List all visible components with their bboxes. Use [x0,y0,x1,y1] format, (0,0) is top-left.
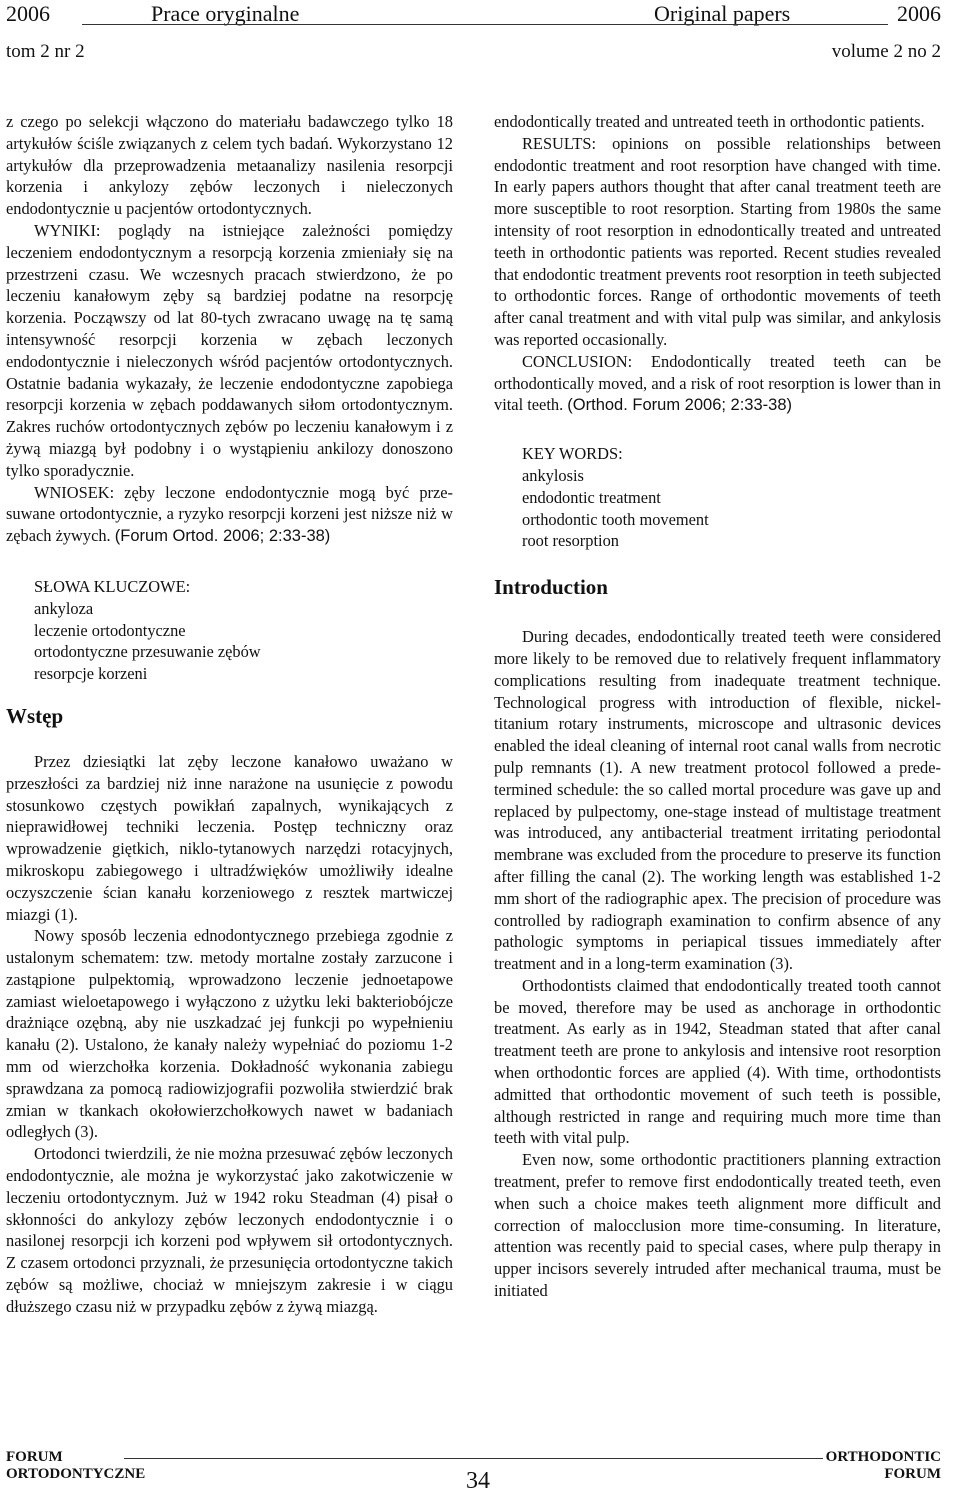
intro-paragraph-en: Orthodontists claimed that endodontically treated tooth cannot be moved, therefore may be used as anchorage in orthodontic treatment. As early as in 1942, Steadman stated that after canal treatment teeth are prone to ankylosis and intensive root resorption when orthodontic forces are applied (4). With time, orthodontists admitted that orthodontic movement of such teeth is possible, although restricted in range and requiring much more time than teeth with vital pulp. [494,975,941,1148]
abstract-results-pl: WYNIKI: poglądy na istniejące zależności pomiędzy leczeniem endodontycznym a resorpcją korzenia zmieniały się na przestrzeni czasu. We wczesnych pracach stwierdzono, że po leczeniu kanałowym zęby są bardziej podatne na resorpcję korzenia. Począwszy od lat 80-tych zwracano uwagę na tę samą intensywność resorpcji korzenia w zębach leczonych endodontycznie i nieleczonych wśród pacjentów ortodontycznych. Ostatnie badania wykazały, że leczenie endodontyczne zapobiega resorpcji korzenia w zębach poddawanych siłom ortodontycznym. Zakres ruchów ortodontycznych zębów po leczeniu kanałowym i z żywą miazgą był podobny i o wystąpieniu ankilozy donoszono tylko sporadycznie. [6,220,453,480]
column-english [494,111,941,1302]
footer-rule [124,1458,823,1459]
keyword-item: leczenie ortodontyczne [34,620,186,640]
header-section-en: Original papers [654,1,791,26]
keywords-en [494,443,941,552]
keywords-title-en: KEY WORDS: [522,444,623,464]
footer-right-line2: FORUM [884,1466,941,1482]
keyword-item: ankyloza [34,598,94,618]
header-year-left: 2006 [6,1,50,26]
intro-paragraph-en: Even now, some orthodontic practitioners planning extraction treatment, prefer to remove first endodontically treated teeth, even when such a choice makes teeth alignment more difficult and correction of malocclusion more time-consuming. In literature, attention was recently paid to special cases, where pulp therapy in upper incisors severely intruded after mechanical trauma, must be initiated [494,1150,941,1301]
intro-paragraph-pl: Nowy sposób leczenia ednodontycznego przebiega zgodnie z ustalonym schematem: tzw. metody mortalne zostały zarzucone i zastąpione pulpektomią, wprowadzono leczenie jednoetapowe zamiast wieloetapowego i wyłączono z użytku leki bakteriobójcze drażniące ozębną, aby nie uszkadzać jej funkcji po wypełnieniu kanału (2). Ustalono, że kanały należy wypełniać do poziomu 1-2 mm od wierzchołka korzenia. Dokładność wykonania zabiegu sprawdzana za pomocą radiowizjografii pozwoliła stwierdzić brak zmian w tkankach okołowierzchołkowych nawet w badaniach odległych (3). [6,926,453,1142]
conclusion-text-pl: WNIOSEK: zęby leczone endodontycznie mogą być przesuwane ortodontycznie, a ryzyko resorpcji korzeni jest niższe niż w zębach żywych. [6,482,453,546]
keyword-item: orthodontic tooth movement [522,509,709,529]
keyword-item: endodontic treatment [522,487,661,507]
keywords-title-pl: SŁOWA KLUCZOWE: [34,576,191,596]
footer-journal-pl [6,1449,145,1483]
abstract-conclusion-pl [6,482,453,548]
running-header [6,2,941,26]
page-number: 34 [466,1468,490,1494]
volume-en: volume 2 no 2 [831,41,941,62]
footer-left-line2: ORTODONTYCZNE [6,1466,146,1482]
intro-paragraph-en: During decades, endodontically treated teeth were considered more likely to be removed due to relatively frequent inflammatory complications resulting from inadequate treatment technique. Technological progress with introduction of flexible, nickel-titanium rotary instruments, microscope and ultrasonic devices enabled the ideal cleaning of internal root canal walls from necrotic pulp remnants (1). A new treatment protocol followed a predetermined schedule: the so called mortal procedure was gave up and replaced by pulpectomy, one-stage instead of multistage treatment was introduced, any antibacterial treatment irritating periodontal membrane was excluded from the procedure to preserve its function after filling the canal (2). The working length was established 1-2 mm short of the radiographic apex. The precision of procedure was controlled by radiograph examination to confirm absence of any pathologic symptoms in periapical tissues immediately after treatment and in a long-term examination (3). [494,627,941,974]
keyword-item: root resorption [522,531,619,551]
footer-right-line1: ORTHODONTIC [825,1449,941,1465]
section-heading-en: Introduction [494,575,608,600]
abstract-methods-pl: z czego po selekcji włączono do materiału badawczego tylko 18 artykułów ściśle związanych z celem tych badań. Wykorzystano 12 artykułów dla przeprowadzenia metaanalizy nasilenia resorpcji korzenia i ankylozy zębów leczonych i nieleczonych endodontycznie u pacjentów ortodontycznych. [6,112,453,219]
abstract-conclusion-en [494,351,941,417]
header-rule [82,24,888,25]
header-year-right: 2006 [897,1,941,26]
header-section-pl: Prace oryginalne [151,1,300,26]
abstract-methods-en: endodontically treated and untreated teeth in orthodontic patients. [494,112,925,131]
intro-paragraph-pl: Ortodonci twierdzili, że nie można przesuwać zębów leczonych endodontycznie, ale można je wykorzystać jako zakotwiczenie w leczeniu ortodontycznym. Już w 1942 roku Steadman (4) pisał o skłonności do ankylozy zębów leczonych endodontycznie i o nasilonej resorpcji ich korzeni pod wpływem sił ortodontycznych. Z czasem ortodonci przyznali, że przesunięcia ortodontyczne takich zębów są możliwe, chociaż w mniejszym zakresie i w ciągu dłuższego czasu niż w przypadku zębów z żywą miazgą. [6,1144,453,1316]
footer-journal-en [826,1449,941,1483]
column-polish [6,111,453,1318]
intro-paragraph-pl: Przez dziesiątki lat zęby leczone kanałowo uważano w przeszłości za bardziej niż inne narażone na usunięcie z powodu stosunkowo częstych powikłań zapalnych, wynikających z nieprawidłowej techniki leczenia. Postęp techniczny oraz wprowadzenie giętkich, niklo-tytanowych narzędzi rotacyjnych, mikroskopu zabiegowego i ultradźwięków umożliwiły idealne oczyszczenie ścian kanału korzeniowego z resztek martwiczej miazgi (1). [6,751,453,924]
conclusion-text-en: CONCLUSION: Endodontically treated teeth can be orthodontically moved, and a risk of root resorption is lower than in vital teeth. [494,351,941,415]
volume-pl: tom 2 nr 2 [6,41,85,62]
page-footer [6,1449,941,1493]
abstract-results-en: RESULTS: opinions on possible relationships between endodontic treatment and root resorption have changed with time. In early papers authors thought that after canal treatment teeth are more susceptible to root resorption. Starting from 1980s the same intensity of root resorption in ednodontically treated and untreated teeth in orthodontic patients was reported. Recent studies revealed that endodontic treatment prevents root resorption in teeth subjected to orthodontic forces. Range of orthodontic movements of teeth after canal treatment and with vital pulp was similar, and ankylosis was reported occasionally. [494,133,941,349]
keyword-item: ortodontyczne przesuwanie zębów [34,642,261,662]
section-heading-pl: Wstęp [6,703,64,728]
footer-left-line1: FORUM [6,1449,63,1465]
keyword-item: ankylosis [522,465,584,485]
citation-pl: (Forum Ortod. 2006; 2:33-38) [114,527,331,546]
keyword-item: resorpcje korzeni [34,664,148,684]
keywords-pl [6,576,453,685]
citation-en: (Orthod. Forum 2006; 2:33-38) [567,396,792,415]
